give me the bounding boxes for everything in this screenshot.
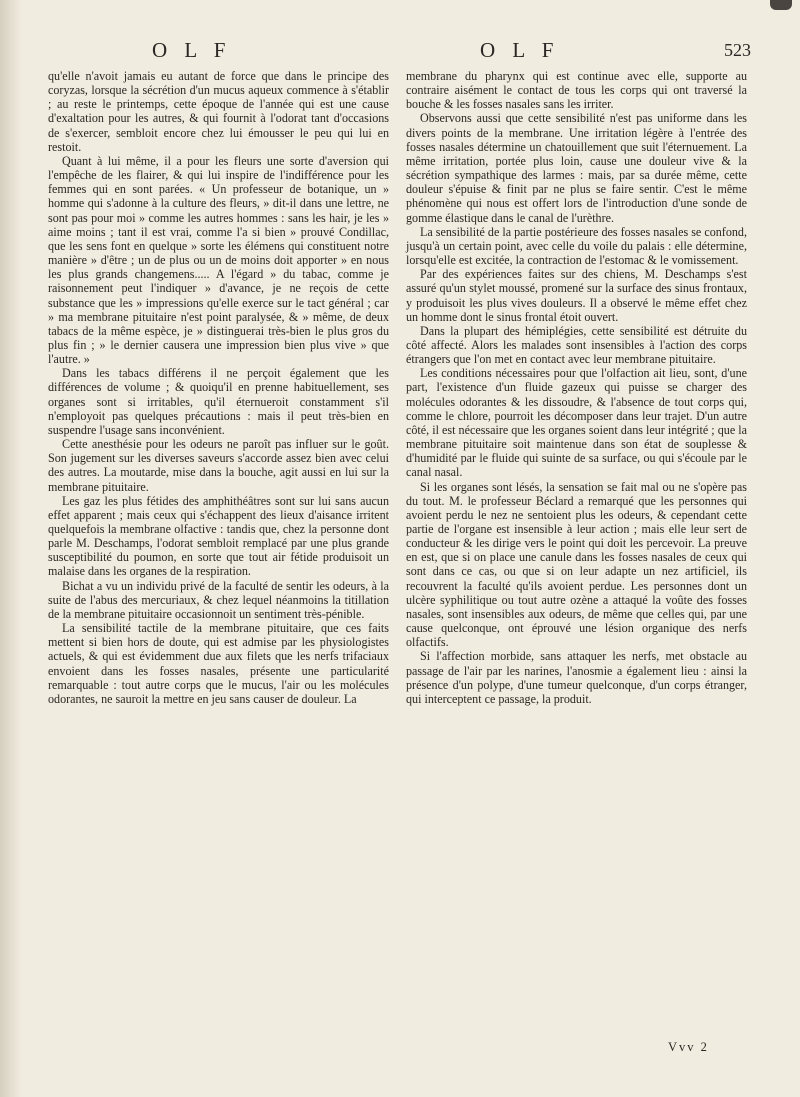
paragraph: qu'elle n'avoit jamais eu autant de force que dans le principe des coryzas, lorsque la sécrétion d'un mucus aqueux commence à s'établir ; au reste le printemps, cette époque de l'année qui est une cause d'exaltation pour les autres, & qui fournit à l'odorat tant d'occasions de s'exercer, sembloit encore chez lui émousser le peu qui lui en restoit. bbox=[48, 69, 389, 154]
binding-clip bbox=[770, 0, 792, 10]
header-word-right: O L F bbox=[480, 38, 560, 62]
text-column-right bbox=[406, 69, 747, 706]
paragraph: Si l'affection morbide, sans attaquer les nerfs, met obstacle au passage de l'air par les narines, l'anosmie a également lieu : ainsi la présence d'un polype, d'une tumeur quelconque, d'un corps étranger, qui interceptent ce passage, la produit. bbox=[406, 649, 747, 706]
paragraph: Par des expériences faites sur des chiens, M. Deschamps s'est assuré qu'un stylet moussé, promené sur la surface des sinus frontaux, y produisoit les plus vives douleurs. Il a observé le même effet chez un homme dont le sinus frontal étoit ouvert. bbox=[406, 267, 747, 324]
text-column-left bbox=[48, 69, 389, 706]
paragraph: Les conditions nécessaires pour que l'olfaction ait lieu, sont, d'une part, l'existence d'un fluide gazeux qui puisse se charger des molécules odorantes & les dissoudre, & l'absence de tout corps qui, comme le chlore, pourroit les décomposer dans leur trajet. D'un autre côté, il est nécessaire que les organes soient dans leur intégrité ; que la membrane pituitaire soit maintenue dans son état de souplesse & d'humidité par le fluide qui suinte de sa surface, ou qui s'écoule par le canal nasal. bbox=[406, 366, 747, 480]
paragraph: La sensibilité de la partie postérieure des fosses nasales se confond, jusqu'à un certain point, avec celle du voile du palais : elle détermine, lorsqu'elle est excitée, la contraction de l'estomac & le vomissement. bbox=[406, 224, 747, 268]
page-number: 523 bbox=[724, 40, 751, 60]
paragraph: Bichat a vu un individu privé de la faculté de sentir les odeurs, à la suite de l'abus des mercuriaux, & chez lequel néanmoins la titillation de la membrane pituitaire occasionnoit un sentiment très-pénible. bbox=[48, 578, 389, 621]
paragraph: Les gaz les plus fétides des amphithéâtres sont sur lui sans aucun effet apparent ; mais ceux qui s'échappent des lieux d'aisance irritent quelquefois la membrane olfactive : tandis que, chez la personne dont parle M. Deschamps, l'odorat sembloit remplacé par une plus grande susceptibilité du poumon, en sorte que tout air fétide produisoit un malaise dans les organes de la respiration. bbox=[48, 493, 389, 579]
paragraph: Dans la plupart des hémiplégies, cette sensibilité est détruite du côté affecté. Alors les malades sont insensibles à l'action des corps étrangers que l'on met en contact avec leur membrane pituitaire. bbox=[406, 323, 747, 367]
running-header bbox=[0, 38, 800, 64]
paragraph: membrane du pharynx qui est continue avec elle, supporte au contraire aisément le contact de tous les corps qui ont traversé la bouche & les fosses nasales sans les irriter. bbox=[406, 69, 747, 112]
header-word-left: O L F bbox=[152, 38, 232, 62]
paragraph: Cette anesthésie pour les odeurs ne paroît pas influer sur le goût. Son jugement sur les diverses saveurs s'accorde assez bien avec celui des autres. La moutarde, mise dans la bouche, agit aussi en lui sur la membrane pituitaire. bbox=[48, 437, 389, 494]
signature-mark: Vvv 2 bbox=[668, 1040, 709, 1054]
paragraph: Si les organes sont lésés, la sensation se fait mal ou ne s'opère pas du tout. M. le professeur Béclard a remarqué que les personnes qui avoient perdu le nez ne sentoient plus les odeurs, & cependant cette partie de l'organe est insensible à leur action ; mais elle leur sert de conducteur & les dirige vers le point qui doit les percevoir. La preuve en est, que si on place une canule dans les fosses nasales de ceux qui sont dans ce cas, ou que si on leur adapte un nez artificiel, ils recouvrent la faculté qu'ils avoient perdue. Les personnes dont un ulcère syphilitique ou tout autre ozène a attaqué la voûte des fosses nasales, sont insensibles aux odeurs, de même que celles qui, par une cause quelconque, ont éprouvé une lésion organique des nerfs olfactifs. bbox=[406, 479, 747, 650]
paragraph: Quant à lui même, il a pour les fleurs une sorte d'aversion qui l'empêche de les flairer, & qui lui inspire de l'indifférence pour les femmes qui en sont parées. « Un professeur de botanique, un » homme qui s'adonne à la culture des fleurs, » dit-il dans une lettre, ne sont pas pour moi » comme les autres hommes : sans les hair, je les » aime moins ; tant il est vrai, comme l'a si bien » prouvé Condillac, que les sens font en quelque » sorte les élémens qui constituent notre manière » d'être ; un de plus ou un de moins doit apporter » en nous les plus grands changemens..... A l'égard » du tabac, comme je raisonnement peut l'indiquer » d'avance, je ne reçois de cette substance que les » impressions qu'elle exerce sur le tact général ; car » ma membrane pituitaire n'est point paralysée, & » même, de deux tabacs de la même espèce, je » distinguerai très-bien le plus gros du plus fin ; » le dernier causera une impression bien plus vive » que l'autre. » bbox=[48, 153, 389, 367]
page-gutter-shadow bbox=[0, 0, 22, 1097]
paragraph: La sensibilité tactile de la membrane pituitaire, que ces faits mettent si bien hors de doute, qui est admise par les physiologistes actuels, & qui est évidemment due aux filets que les nerfs trifaciaux envoient dans les fosses nasales, présente une particularité remarquable : tout autre corps que le mucus, l'air ou les molécules odorantes, ne sauroit la mettre en jeu sans causer de douleur. La bbox=[48, 621, 389, 706]
paragraph: Observons aussi que cette sensibilité n'est pas uniforme dans les divers points de la membrane. Une irritation légère à l'entrée des fosses nasales détermine un chatouillement que suit l'éternuement. La même irritation, portée plus loin, cause une douleur vive & la sécrétion sympathique des larmes : mais, par sa durée même, cette douleur s'épuise & finit par ne plus se faire sentir. C'est le même phénomène qui nous est offert lors de l'introduction d'une sonde de gomme élastique dans le canal de l'urèthre. bbox=[406, 111, 747, 225]
paragraph: Dans les tabacs différens il ne perçoit également que les différences de volume ; & quoiqu'il en prenne habituellement, ses organes sont si irritables, qu'il éternueroit constamment s'il n'employoit pas quelques précautions : mais il peut très-bien en suspendre l'usage sans inconvénient. bbox=[48, 366, 389, 437]
